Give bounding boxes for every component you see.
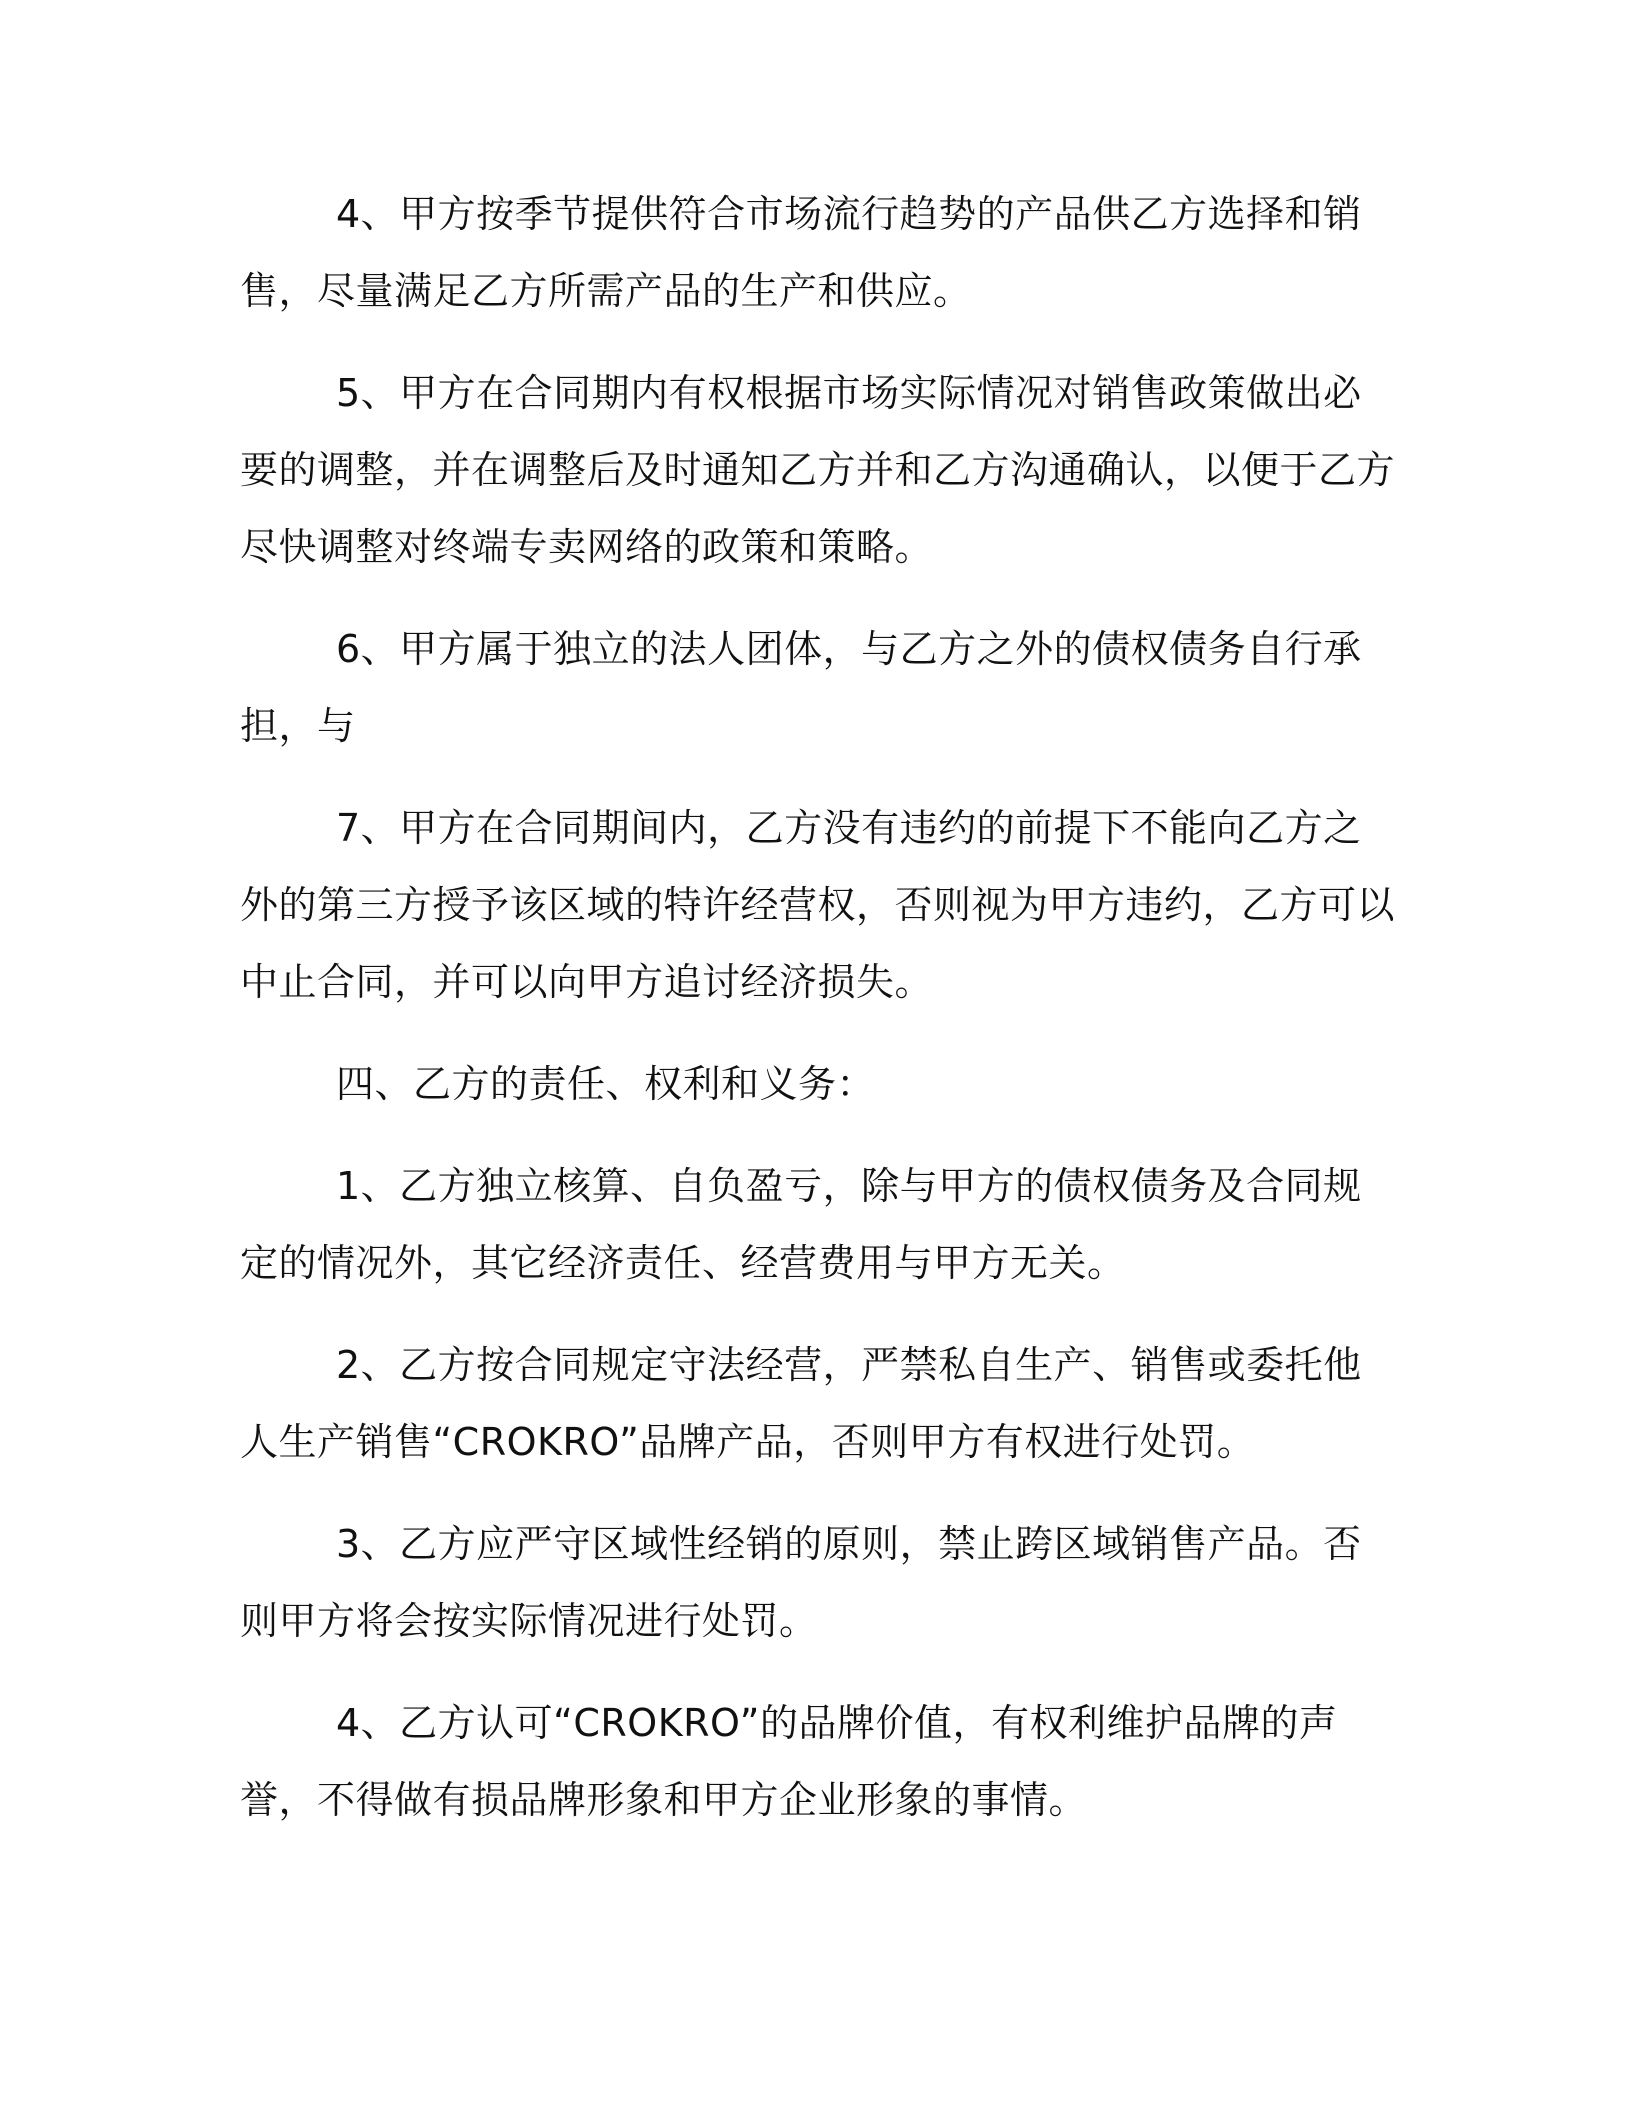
paragraph-party-a-clause-4: 4、甲方按季节提供符合市场流行趋势的产品供乙方选择和销售，尽量满足乙方所需产品的生产和供应。 bbox=[240, 192, 1362, 313]
paragraph-party-b-clause-2: 2、乙方按合同规定守法经营，严禁私自生产、销售或委托他人生产销售“CROKRO”品牌产品，否则甲方有权进行处罚。 bbox=[240, 1343, 1362, 1464]
section-heading-party-b: 四、乙方的责任、权利和义务： bbox=[336, 1062, 876, 1106]
paragraph-party-b-clause-1: 1、乙方独立核算、自负盈亏，除与甲方的债权债务及合同规定的情况外，其它经济责任、经营费用与甲方无关。 bbox=[240, 1164, 1362, 1285]
paragraph-party-a-clause-6: 6、甲方属于独立的法人团体，与乙方之外的债权债务自行承担，与 bbox=[240, 627, 1362, 748]
paragraph-party-b-clause-4: 4、乙方认可“CROKRO”的品牌价值，有权利维护品牌的声誉，不得做有损品牌形象和甲方企业形象的事情。 bbox=[240, 1701, 1338, 1822]
paragraph-party-a-clause-5: 5、甲方在合同期内有权根据市场实际情况对销售政策做出必要的调整，并在调整后及时通知乙方并和乙方沟通确认，以便于乙方尽快调整对终端专卖网络的政策和策略。 bbox=[240, 371, 1396, 569]
document-body bbox=[240, 176, 1400, 1864]
paragraph-party-b-clause-3: 3、乙方应严守区域性经销的原则，禁止跨区域销售产品。否则甲方将会按实际情况进行处罚。 bbox=[240, 1522, 1362, 1643]
paragraph-party-a-clause-7: 7、甲方在合同期间内，乙方没有违约的前提下不能向乙方之外的第三方授予该区域的特许经营权，否则视为甲方违约，乙方可以中止合同，并可以向甲方追讨经济损失。 bbox=[240, 806, 1396, 1004]
